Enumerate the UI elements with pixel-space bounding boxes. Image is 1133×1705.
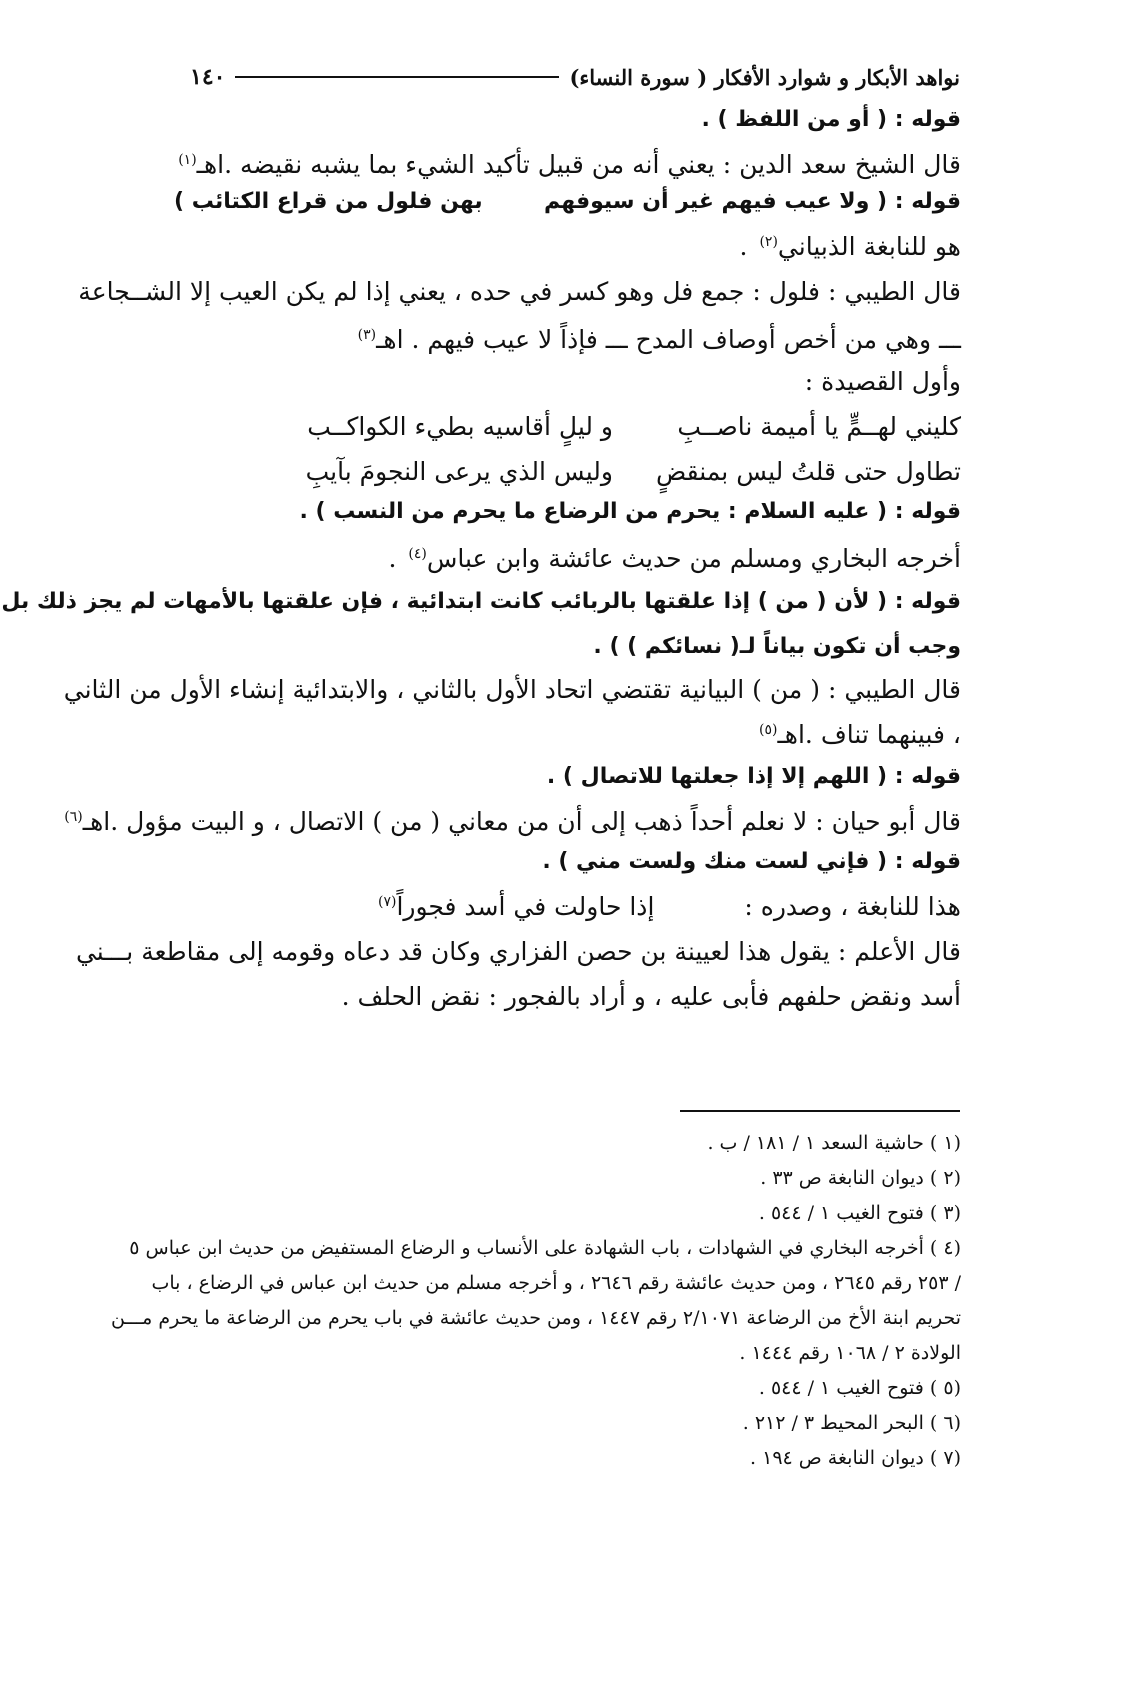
quote-heading: قوله : ( فإني لست منك ولست مني ) . (542, 849, 961, 874)
verse-second-hemistich: وليس الذي يرعى النجومَ بآيبِ (305, 457, 613, 486)
paragraph-line: ، فبينهما تناف .اهـ$^{(٥)}$ (759, 720, 961, 749)
footnote-continuation: تحريم ابنة الأخ من الرضاعة ٢/١٠٧١ رقم ١٤٤٧ ، ومن حديث عائشة في باب يحرم من الرضاعة ما يحرم مـــن (111, 1307, 961, 1329)
paragraph-line: وأول القصيدة : (804, 367, 961, 396)
paragraph-line: قال أبو حيان : لا نعلم أحداً ذهب إلى أن من معاني ( من ) الاتصال ، و البيت مؤول .اهـ$^{(٦)}$ (64, 807, 961, 836)
paragraph-line: قال الأعلم : يقول هذا لعيينة بن حصن الفزاري وكان قد دعاه وقومه إلى مقاطعة بـــني (75, 937, 961, 966)
header-rule (235, 76, 559, 78)
footnote-ref: (٥) (759, 721, 778, 738)
verse-first-hemistich: كليني لهــمٍّ يا أميمة ناصــبِ (677, 412, 961, 441)
footnote-ref: (٣) (357, 326, 377, 343)
paragraph-line: ـــ وهي من أخص أوصاف المدح ـــ فإذاً لا عيب فيهم . اهـ$^{(٣)}$ (357, 325, 961, 354)
paragraph-line: قال الطيبي : فلول : جمع فل وهو كسر في حده ، يعني إذا لم يكن العيب إلا الشــجاعة (78, 277, 961, 306)
footnote: (٥ ) فتوح الغيب ١ / ٥٤٤ . (758, 1377, 961, 1399)
footnote: (٣ ) فتوح الغيب ١ / ٥٤٤ . (758, 1202, 961, 1224)
footnote-continuation: الولادة ٢ / ١٠٦٨ رقم ١٤٤٤ . (739, 1342, 961, 1364)
footnote: (٦ ) البحر المحيط ٣ / ٢١٢ . (742, 1412, 961, 1434)
quote-heading: قوله : ( لأن ( من ) إذا علقتها بالربائب كانت ابتدائية ، فإن علقتها بالأمهات لم يجز ذلك بل (1, 589, 961, 614)
verse-second-hemistich: و ليلٍ أقاسيه بطيء الكواكــب (307, 412, 613, 441)
footnote-ref: (١) (178, 151, 197, 168)
running-header (190, 60, 960, 94)
paragraph-line: هو للنابغة الذبياني$^{(٢)}$ . (739, 232, 961, 261)
footnote-ref: (٧) (377, 893, 397, 910)
footnote: (٧ ) ديوان النابغة ص ١٩٤ . (750, 1447, 961, 1469)
footnote-separator (680, 1110, 960, 1112)
footnote: (٤ ) أخرجه البخاري في الشهادات ، باب الشهادة على الأنساب و الرضاع المستفيض من حديث ابن عباس ٥ (129, 1237, 961, 1259)
footnote-continuation: / ٢٥٣ رقم ٢٦٤٥ ، ومن حديث عائشة رقم ٢٦٤٦ ، و أخرجه مسلم من حديث ابن عباس في الرضاع ، باب (151, 1272, 961, 1294)
running-title: نواهد الأبكار و شوارد الأفكار ( سورة النساء) (569, 64, 960, 90)
footnote: (٢ ) ديوان النابغة ص ٣٣ . (760, 1167, 961, 1189)
quote-heading: وجب أن تكون بياناً لـ( نسائكم ) ) . (593, 634, 961, 659)
quote-heading: قوله : ( أو من اللفظ ) . (701, 107, 961, 132)
footnote-ref: (٦) (64, 808, 83, 825)
footnote-ref: (٢) (759, 233, 778, 250)
quote-heading: قوله : ( عليه السلام : يحرم من الرضاع ما يحرم من النسب ) . (299, 499, 961, 524)
verse-first-hemistich: تطاول حتى قلتُ ليس بمنقضٍ (656, 457, 961, 486)
paragraph-line: قال الشيخ سعد الدين : يعني أنه من قبيل تأكيد الشيء بما يشبه نقيضه .اهـ$^{(١)}$ (178, 150, 961, 179)
footnote: (١ ) حاشية السعد ١ / ١٨١ / ب . (707, 1132, 961, 1154)
footnote-ref: (٤) (408, 545, 427, 562)
paragraph-line: قال الطيبي : ( من ) البيانية تقتضي اتحاد الأول بالثاني ، والابتدائية إنشاء الأول من الثاني (63, 675, 961, 704)
page-number: ١٤٠ (190, 64, 226, 90)
paragraph-line: أسد ونقض حلفهم فأبى عليه ، و أراد بالفجور : نقض الحلف . (341, 982, 961, 1011)
paragraph-line: هذا للنابغة ، وصدره :إذا حاولت في أسد فجوراً$^{(٧)}$ (377, 892, 961, 921)
quote-heading: قوله : ( اللهم إلا إذا جعلتها للاتصال ) . (546, 764, 961, 789)
quote-heading: قوله : ( ولا عيب فيهم غير أن سيوفهم بهن فلول من قراع الكتائب ) (174, 189, 961, 214)
paragraph-line: أخرجه البخاري ومسلم من حديث عائشة وابن عباس$^{(٤)}$ . (388, 544, 961, 573)
